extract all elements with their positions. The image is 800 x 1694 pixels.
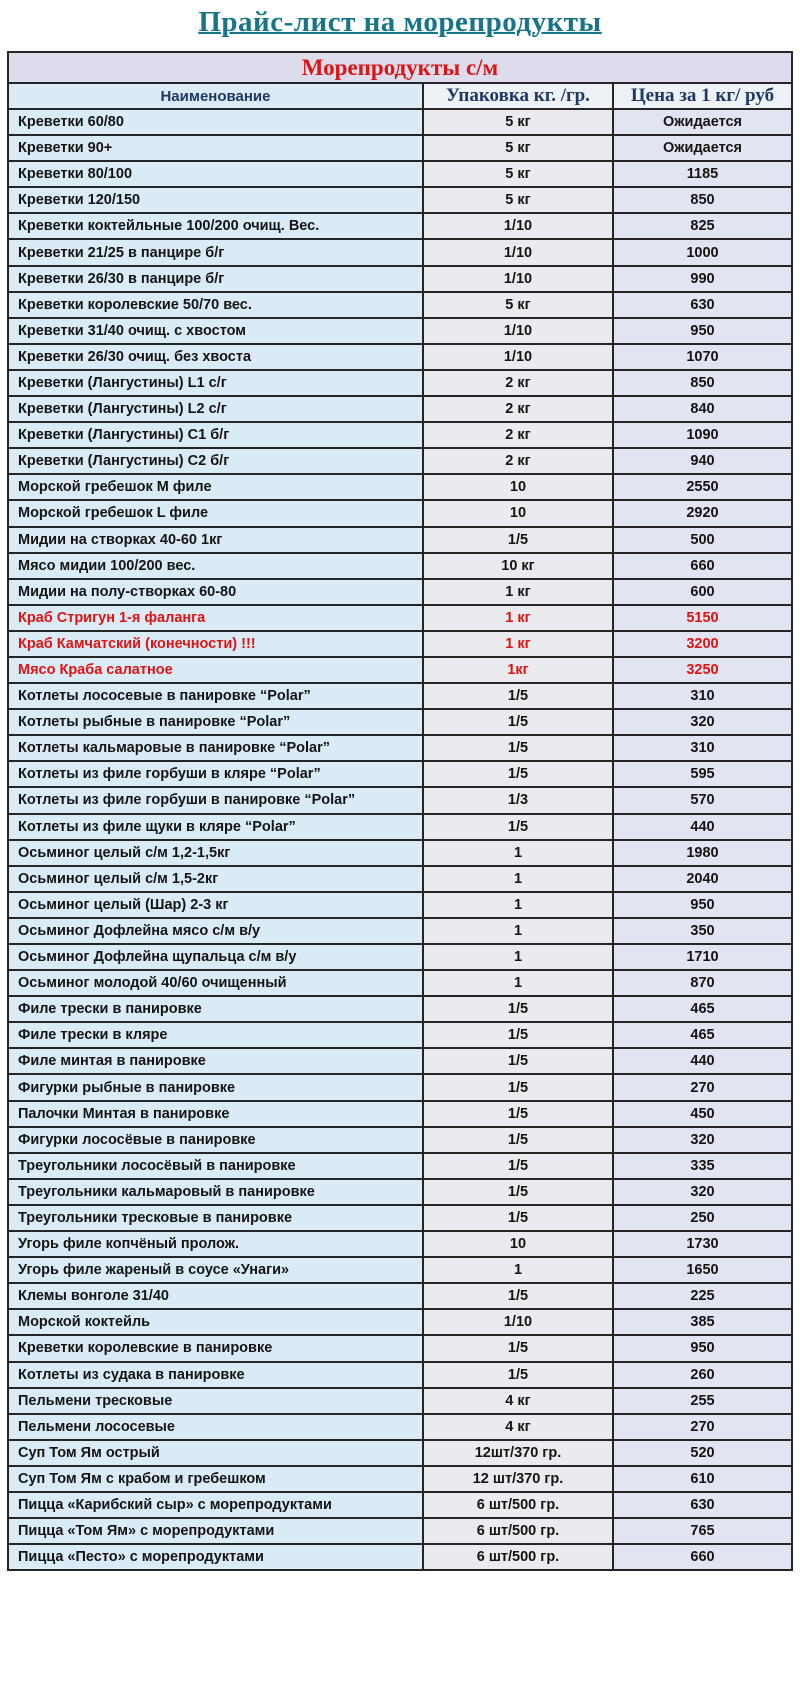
product-name-cell: Треугольники лососёвый в панировке <box>8 1153 423 1179</box>
table-row <box>8 814 792 840</box>
price-cell: 255 <box>613 1388 792 1414</box>
product-name-cell: Осьминог целый с/м 1,5-2кг <box>8 866 423 892</box>
price-cell: 990 <box>613 266 792 292</box>
table-row <box>8 266 792 292</box>
table-row <box>8 944 792 970</box>
table-row <box>8 161 792 187</box>
product-name-cell: Краб Камчатский (конечности) !!! <box>8 631 423 657</box>
product-name-cell: Пельмени лососевые <box>8 1414 423 1440</box>
price-cell: Ожидается <box>613 109 792 135</box>
section-header: Морепродукты с/м <box>8 52 792 83</box>
price-cell: 850 <box>613 370 792 396</box>
product-name-cell: Угорь филе жареный в соусе «Унаги» <box>8 1257 423 1283</box>
product-name-cell: Осьминог целый (Шар) 2-3 кг <box>8 892 423 918</box>
package-cell: 1/5 <box>423 1127 613 1153</box>
table-row <box>8 1362 792 1388</box>
package-cell: 1/10 <box>423 1309 613 1335</box>
price-cell: 765 <box>613 1518 792 1544</box>
product-name-cell: Мясо мидии 100/200 вес. <box>8 553 423 579</box>
product-name-cell: Осьминог целый с/м 1,2-1,5кг <box>8 840 423 866</box>
table-row <box>8 213 792 239</box>
product-name-cell: Филе трески в панировке <box>8 996 423 1022</box>
package-cell: 1 <box>423 918 613 944</box>
price-cell: 440 <box>613 1048 792 1074</box>
package-cell: 5 кг <box>423 292 613 318</box>
product-name-cell: Пицца «Песто» с морепродуктами <box>8 1544 423 1570</box>
package-cell: 1/5 <box>423 1205 613 1231</box>
table-row <box>8 239 792 265</box>
product-name-cell: Котлеты кальмаровые в панировке “Polar” <box>8 735 423 761</box>
product-name-cell: Морской гребешок L филе <box>8 500 423 526</box>
price-cell: 2550 <box>613 474 792 500</box>
product-name-cell: Креветки (Лангустины) C1 б/г <box>8 422 423 448</box>
product-name-cell: Филе минтая в панировке <box>8 1048 423 1074</box>
price-cell: 3200 <box>613 631 792 657</box>
package-cell: 1/5 <box>423 1179 613 1205</box>
package-cell: 1/10 <box>423 213 613 239</box>
package-cell: 1/10 <box>423 318 613 344</box>
product-name-cell: Пицца «Том Ям» с морепродуктами <box>8 1518 423 1544</box>
table-row <box>8 1518 792 1544</box>
price-cell: 500 <box>613 527 792 553</box>
table-row <box>8 1283 792 1309</box>
product-name-cell: Мидии на полу-створках 60-80 <box>8 579 423 605</box>
product-name-cell: Котлеты из филе горбуши в кляре “Polar” <box>8 761 423 787</box>
price-cell: 1980 <box>613 840 792 866</box>
product-name-cell: Котлеты из филе горбуши в панировке “Polar” <box>8 787 423 813</box>
package-cell: 1 кг <box>423 605 613 631</box>
price-cell: 1090 <box>613 422 792 448</box>
package-cell: 1/5 <box>423 761 613 787</box>
table-row <box>8 1048 792 1074</box>
product-name-cell: Палочки Минтая в панировке <box>8 1101 423 1127</box>
package-cell: 6 шт/500 гр. <box>423 1518 613 1544</box>
price-cell: 520 <box>613 1440 792 1466</box>
product-name-cell: Мидии на створках 40-60 1кг <box>8 527 423 553</box>
table-row <box>8 657 792 683</box>
product-name-cell: Креветки 80/100 <box>8 161 423 187</box>
price-cell: 610 <box>613 1466 792 1492</box>
price-cell: Ожидается <box>613 135 792 161</box>
price-cell: 465 <box>613 996 792 1022</box>
table-row <box>8 735 792 761</box>
table-row <box>8 396 792 422</box>
column-header-package: Упаковка кг. /гр. <box>423 83 613 109</box>
package-cell: 4 кг <box>423 1388 613 1414</box>
product-name-cell: Креветки коктейльные 100/200 очищ. Вес. <box>8 213 423 239</box>
package-cell: 1 <box>423 944 613 970</box>
product-name-cell: Пицца «Карибский сыр» с морепродуктами <box>8 1492 423 1518</box>
price-cell: 310 <box>613 683 792 709</box>
price-cell: 825 <box>613 213 792 239</box>
package-cell: 12шт/370 гр. <box>423 1440 613 1466</box>
product-name-cell: Фигурки лососёвые в панировке <box>8 1127 423 1153</box>
package-cell: 5 кг <box>423 109 613 135</box>
product-name-cell: Осьминог Дофлейна щупальца с/м в/у <box>8 944 423 970</box>
package-cell: 1/5 <box>423 1283 613 1309</box>
product-name-cell: Креветки 21/25 в панцире б/г <box>8 239 423 265</box>
table-row <box>8 787 792 813</box>
price-cell: 260 <box>613 1362 792 1388</box>
price-cell: 595 <box>613 761 792 787</box>
table-row <box>8 474 792 500</box>
package-cell: 1/5 <box>423 996 613 1022</box>
package-cell: 1/5 <box>423 1335 613 1361</box>
table-row <box>8 422 792 448</box>
table-row <box>8 631 792 657</box>
table-row <box>8 1544 792 1570</box>
product-name-cell: Котлеты лососевые в панировке “Polar” <box>8 683 423 709</box>
table-row <box>8 135 792 161</box>
table-row <box>8 840 792 866</box>
package-cell: 5 кг <box>423 161 613 187</box>
table-row <box>8 1074 792 1100</box>
table-row <box>8 996 792 1022</box>
package-cell: 6 шт/500 гр. <box>423 1492 613 1518</box>
table-row <box>8 761 792 787</box>
package-cell: 1/5 <box>423 1101 613 1127</box>
table-row <box>8 1388 792 1414</box>
package-cell: 1/5 <box>423 683 613 709</box>
product-name-cell: Треугольники тресковые в панировке <box>8 1205 423 1231</box>
table-row <box>8 1440 792 1466</box>
table-row <box>8 109 792 135</box>
package-cell: 1/3 <box>423 787 613 813</box>
package-cell: 12 шт/370 гр. <box>423 1466 613 1492</box>
price-cell: 950 <box>613 892 792 918</box>
product-name-cell: Фигурки рыбные в панировке <box>8 1074 423 1100</box>
product-name-cell: Креветки королевские 50/70 вес. <box>8 292 423 318</box>
table-row <box>8 448 792 474</box>
package-cell: 1 <box>423 970 613 996</box>
product-name-cell: Морской коктейль <box>8 1309 423 1335</box>
package-cell: 1/5 <box>423 1074 613 1100</box>
price-cell: 350 <box>613 918 792 944</box>
product-name-cell: Креветки 90+ <box>8 135 423 161</box>
product-name-cell: Треугольники кальмаровый в панировке <box>8 1179 423 1205</box>
package-cell: 5 кг <box>423 187 613 213</box>
price-cell: 950 <box>613 1335 792 1361</box>
table-row <box>8 500 792 526</box>
price-cell: 250 <box>613 1205 792 1231</box>
product-name-cell: Креветки (Лангустины) L1 с/г <box>8 370 423 396</box>
price-cell: 385 <box>613 1309 792 1335</box>
package-cell: 1/5 <box>423 1153 613 1179</box>
table-row <box>8 1335 792 1361</box>
price-cell: 320 <box>613 709 792 735</box>
product-name-cell: Суп Том Ям с крабом и гребешком <box>8 1466 423 1492</box>
package-cell: 10 <box>423 1231 613 1257</box>
product-name-cell: Креветки (Лангустины) L2 с/г <box>8 396 423 422</box>
package-cell: 2 кг <box>423 422 613 448</box>
column-header-price: Цена за 1 кг/ руб <box>613 83 792 109</box>
price-cell: 320 <box>613 1179 792 1205</box>
product-name-cell: Клемы вонголе 31/40 <box>8 1283 423 1309</box>
table-row <box>8 1231 792 1257</box>
price-cell: 270 <box>613 1414 792 1440</box>
package-cell: 1/5 <box>423 527 613 553</box>
table-row <box>8 683 792 709</box>
column-header-row <box>8 83 792 109</box>
price-cell: 570 <box>613 787 792 813</box>
table-row <box>8 1492 792 1518</box>
price-cell: 225 <box>613 1283 792 1309</box>
product-name-cell: Осьминог Дофлейна мясо с/м в/у <box>8 918 423 944</box>
price-cell: 2040 <box>613 866 792 892</box>
product-name-cell: Котлеты из филе щуки в кляре “Polar” <box>8 814 423 840</box>
table-row <box>8 1205 792 1231</box>
package-cell: 1/5 <box>423 1362 613 1388</box>
price-cell: 270 <box>613 1074 792 1100</box>
package-cell: 1 <box>423 866 613 892</box>
package-cell: 1 <box>423 840 613 866</box>
package-cell: 1/5 <box>423 735 613 761</box>
package-cell: 6 шт/500 гр. <box>423 1544 613 1570</box>
table-row <box>8 1414 792 1440</box>
product-name-cell: Креветки 120/150 <box>8 187 423 213</box>
package-cell: 1 <box>423 1257 613 1283</box>
price-cell: 630 <box>613 1492 792 1518</box>
product-name-cell: Суп Том Ям острый <box>8 1440 423 1466</box>
price-cell: 630 <box>613 292 792 318</box>
table-row <box>8 370 792 396</box>
table-row <box>8 527 792 553</box>
price-cell: 1185 <box>613 161 792 187</box>
package-cell: 1/5 <box>423 1048 613 1074</box>
product-name-cell: Пельмени тресковые <box>8 1388 423 1414</box>
section-header-row <box>8 52 792 83</box>
product-name-cell: Креветки (Лангустины) C2 б/г <box>8 448 423 474</box>
product-name-cell: Креветки королевские в панировке <box>8 1335 423 1361</box>
price-cell: 3250 <box>613 657 792 683</box>
product-name-cell: Креветки 31/40 очищ. с хвостом <box>8 318 423 344</box>
package-cell: 10 кг <box>423 553 613 579</box>
price-cell: 840 <box>613 396 792 422</box>
table-row <box>8 187 792 213</box>
product-name-cell: Морской гребешок M филе <box>8 474 423 500</box>
product-name-cell: Угорь филе копчёный пролож. <box>8 1231 423 1257</box>
table-row <box>8 1179 792 1205</box>
price-table-body <box>8 109 792 1570</box>
table-row <box>8 866 792 892</box>
price-cell: 1650 <box>613 1257 792 1283</box>
package-cell: 1 кг <box>423 631 613 657</box>
table-row <box>8 318 792 344</box>
table-row <box>8 1022 792 1048</box>
package-cell: 1/10 <box>423 344 613 370</box>
package-cell: 2 кг <box>423 396 613 422</box>
price-table <box>7 51 793 1571</box>
column-header-name: Наименование <box>8 83 423 109</box>
table-row <box>8 344 792 370</box>
package-cell: 5 кг <box>423 135 613 161</box>
product-name-cell: Котлеты рыбные в панировке “Polar” <box>8 709 423 735</box>
table-row <box>8 892 792 918</box>
package-cell: 4 кг <box>423 1414 613 1440</box>
package-cell: 10 <box>423 500 613 526</box>
table-row <box>8 553 792 579</box>
price-cell: 1070 <box>613 344 792 370</box>
price-cell: 465 <box>613 1022 792 1048</box>
table-row <box>8 970 792 996</box>
package-cell: 1/10 <box>423 266 613 292</box>
price-cell: 660 <box>613 1544 792 1570</box>
package-cell: 1/5 <box>423 814 613 840</box>
price-cell: 950 <box>613 318 792 344</box>
package-cell: 2 кг <box>423 370 613 396</box>
table-row <box>8 1101 792 1127</box>
package-cell: 1/5 <box>423 1022 613 1048</box>
price-cell: 450 <box>613 1101 792 1127</box>
price-cell: 1000 <box>613 239 792 265</box>
price-cell: 600 <box>613 579 792 605</box>
price-cell: 870 <box>613 970 792 996</box>
package-cell: 1/10 <box>423 239 613 265</box>
price-cell: 940 <box>613 448 792 474</box>
product-name-cell: Креветки 26/30 очищ. без хвоста <box>8 344 423 370</box>
product-name-cell: Краб Стригун 1-я фаланга <box>8 605 423 631</box>
package-cell: 2 кг <box>423 448 613 474</box>
table-row <box>8 292 792 318</box>
table-row <box>8 579 792 605</box>
table-row <box>8 709 792 735</box>
product-name-cell: Филе трески в кляре <box>8 1022 423 1048</box>
price-cell: 310 <box>613 735 792 761</box>
package-cell: 10 <box>423 474 613 500</box>
price-cell: 5150 <box>613 605 792 631</box>
table-row <box>8 605 792 631</box>
table-row <box>8 918 792 944</box>
price-cell: 850 <box>613 187 792 213</box>
product-name-cell: Креветки 60/80 <box>8 109 423 135</box>
package-cell: 1/5 <box>423 709 613 735</box>
product-name-cell: Мясо Краба салатное <box>8 657 423 683</box>
package-cell: 1 кг <box>423 579 613 605</box>
price-cell: 660 <box>613 553 792 579</box>
price-cell: 440 <box>613 814 792 840</box>
table-row <box>8 1153 792 1179</box>
table-row <box>8 1257 792 1283</box>
price-cell: 320 <box>613 1127 792 1153</box>
table-row <box>8 1466 792 1492</box>
price-cell: 2920 <box>613 500 792 526</box>
price-cell: 335 <box>613 1153 792 1179</box>
package-cell: 1 <box>423 892 613 918</box>
package-cell: 1кг <box>423 657 613 683</box>
product-name-cell: Котлеты из судака в панировке <box>8 1362 423 1388</box>
price-cell: 1710 <box>613 944 792 970</box>
table-row <box>8 1127 792 1153</box>
product-name-cell: Осьминог молодой 40/60 очищенный <box>8 970 423 996</box>
table-row <box>8 1309 792 1335</box>
price-cell: 1730 <box>613 1231 792 1257</box>
product-name-cell: Креветки 26/30 в панцире б/г <box>8 266 423 292</box>
page-title: Прайс-лист на морепродукты <box>198 6 602 38</box>
